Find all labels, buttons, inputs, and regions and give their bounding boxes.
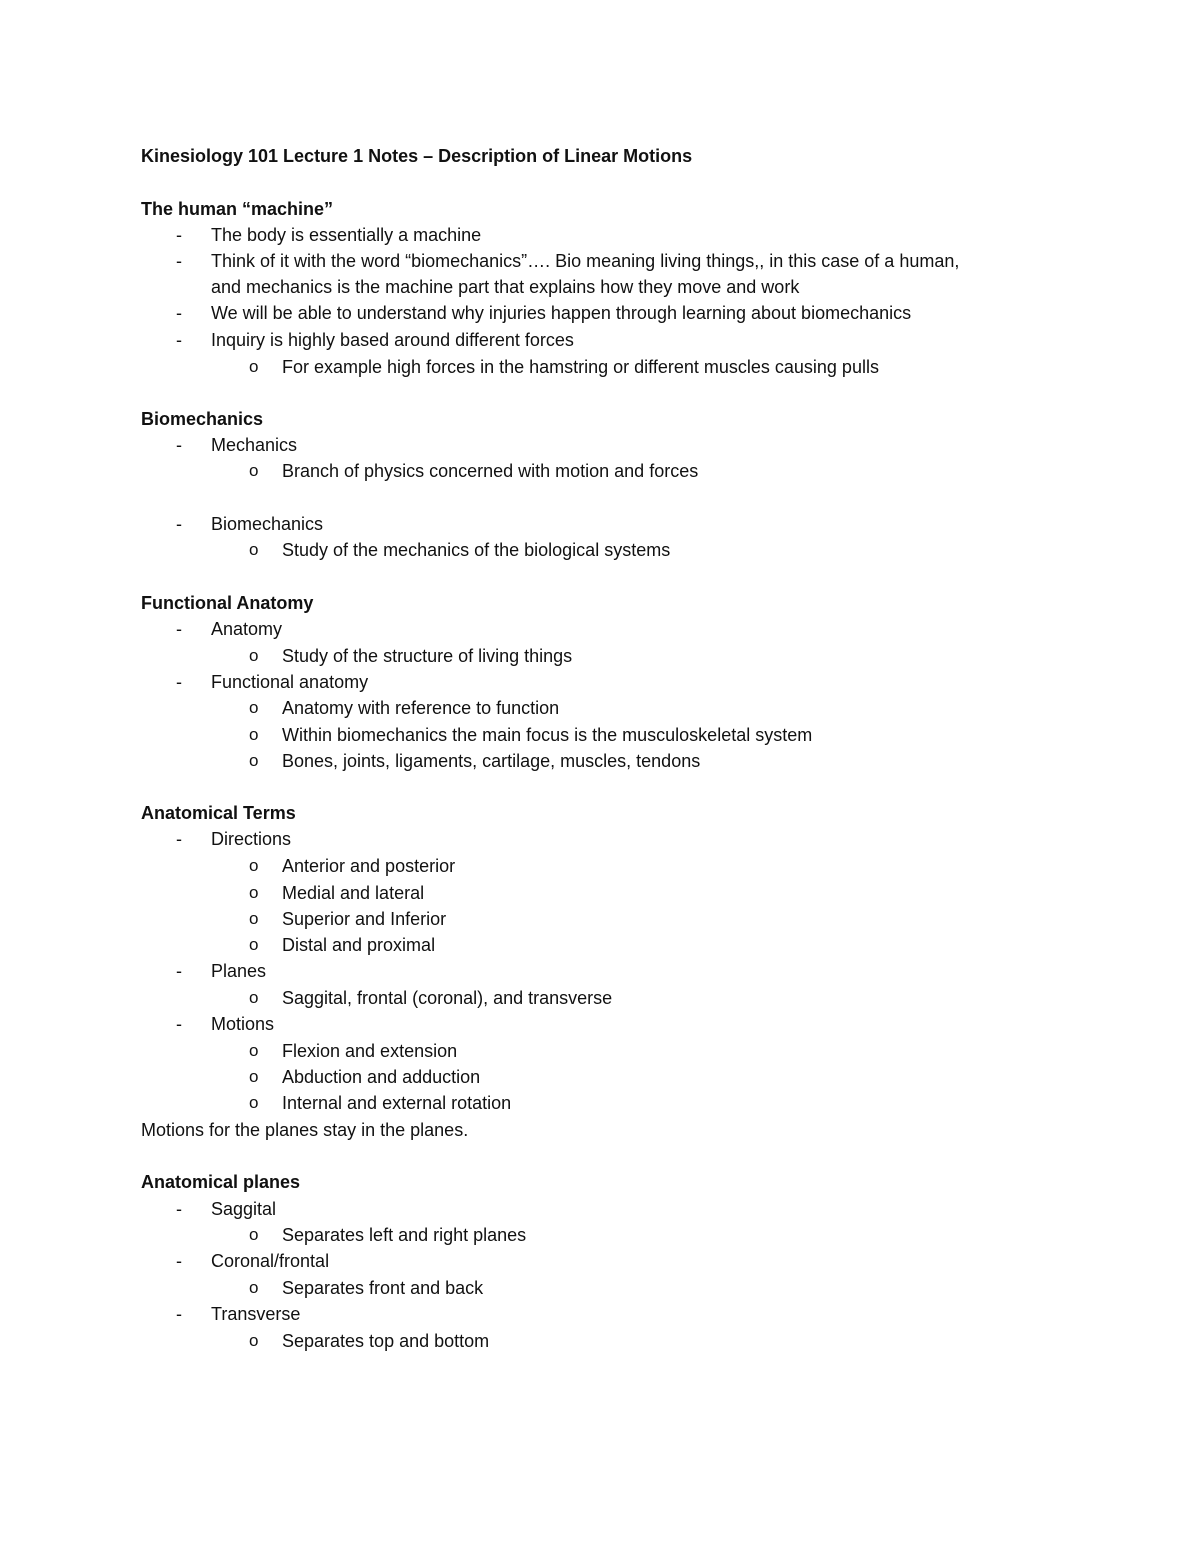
list-item: Biomechanics — [211, 514, 324, 534]
dash-bullet: - — [176, 514, 182, 534]
circle-bullet: o — [249, 725, 259, 744]
section-heading: Anatomical planes — [141, 1172, 301, 1192]
list-item: Anatomy — [211, 619, 283, 639]
circle-bullet: o — [249, 698, 259, 717]
circle-bullet: o — [249, 1067, 259, 1086]
sub-list-item: Flexion and extension — [282, 1041, 458, 1061]
sub-list-item: Superior and Inferior — [282, 909, 447, 929]
sub-list-item: Within biomechanics the main focus is the musculoskeletal system — [282, 725, 813, 745]
circle-bullet: o — [249, 1278, 259, 1297]
sub-list-item: Branch of physics concerned with motion and forces — [282, 461, 699, 481]
section-heading: Biomechanics — [141, 409, 264, 429]
dash-bullet: - — [176, 829, 182, 849]
dash-bullet: - — [176, 1251, 182, 1271]
sub-list-item: Abduction and adduction — [282, 1067, 481, 1087]
dash-bullet: - — [176, 1014, 182, 1034]
circle-bullet: o — [249, 461, 259, 480]
sub-list-item: Bones, joints, ligaments, cartilage, muscles, tendons — [282, 751, 701, 771]
sub-list-item: Distal and proximal — [282, 935, 436, 955]
sub-list-item: Study of the mechanics of the biological systems — [282, 540, 671, 560]
section-note: Motions for the planes stay in the planes. — [141, 1120, 469, 1140]
dash-bullet: - — [176, 225, 182, 245]
circle-bullet: o — [249, 751, 259, 770]
list-item: Think of it with the word “biomechanics”…. Bio meaning living things,, in this case of a human, — [211, 251, 960, 271]
circle-bullet: o — [249, 1331, 259, 1350]
sub-list-item: Medial and lateral — [282, 883, 425, 903]
list-item: Directions — [211, 829, 292, 849]
dash-bullet: - — [176, 303, 182, 323]
list-item: The body is essentially a machine — [211, 225, 482, 245]
dash-bullet: - — [176, 435, 182, 455]
dash-bullet: - — [176, 961, 182, 981]
list-item-continuation: and mechanics is the machine part that explains how they move and work — [211, 277, 800, 297]
dash-bullet: - — [176, 251, 182, 271]
circle-bullet: o — [249, 935, 259, 954]
dash-bullet: - — [176, 672, 182, 692]
circle-bullet: o — [249, 1093, 259, 1112]
sub-list-item: Internal and external rotation — [282, 1093, 512, 1113]
section-heading: Anatomical Terms — [141, 803, 296, 823]
sub-list-item: Anatomy with reference to function — [282, 698, 560, 718]
circle-bullet: o — [249, 1225, 259, 1244]
list-item: We will be able to understand why injuries happen through learning about biomechanics — [211, 303, 912, 323]
section-heading: The human “machine” — [141, 199, 334, 219]
dash-bullet: - — [176, 330, 182, 350]
list-item: Inquiry is highly based around different forces — [211, 330, 574, 350]
sub-list-item: For example high forces in the hamstring or different muscles causing pulls — [282, 357, 879, 377]
sub-list-item: Anterior and posterior — [282, 856, 456, 876]
sub-list-item: Study of the structure of living things — [282, 646, 573, 666]
sub-list-item: Separates left and right planes — [282, 1225, 527, 1245]
circle-bullet: o — [249, 909, 259, 928]
sub-list-item: Saggital, frontal (coronal), and transverse — [282, 988, 613, 1008]
circle-bullet: o — [249, 883, 259, 902]
dash-bullet: - — [176, 619, 182, 639]
list-item: Planes — [211, 961, 267, 981]
list-item: Functional anatomy — [211, 672, 369, 692]
circle-bullet: o — [249, 988, 259, 1007]
list-item: Transverse — [211, 1304, 301, 1324]
sub-list-item: Separates top and bottom — [282, 1331, 490, 1351]
document-title: Kinesiology 101 Lecture 1 Notes – Description of Linear Motions — [141, 146, 693, 166]
list-item: Mechanics — [211, 435, 298, 455]
circle-bullet: o — [249, 540, 259, 559]
circle-bullet: o — [249, 646, 259, 665]
list-item: Coronal/frontal — [211, 1251, 330, 1271]
dash-bullet: - — [176, 1199, 182, 1219]
section-heading: Functional Anatomy — [141, 593, 314, 613]
list-item: Motions — [211, 1014, 275, 1034]
circle-bullet: o — [249, 856, 259, 875]
list-item: Saggital — [211, 1199, 277, 1219]
circle-bullet: o — [249, 1041, 259, 1060]
sub-list-item: Separates front and back — [282, 1278, 484, 1298]
circle-bullet: o — [249, 357, 259, 376]
dash-bullet: - — [176, 1304, 182, 1324]
